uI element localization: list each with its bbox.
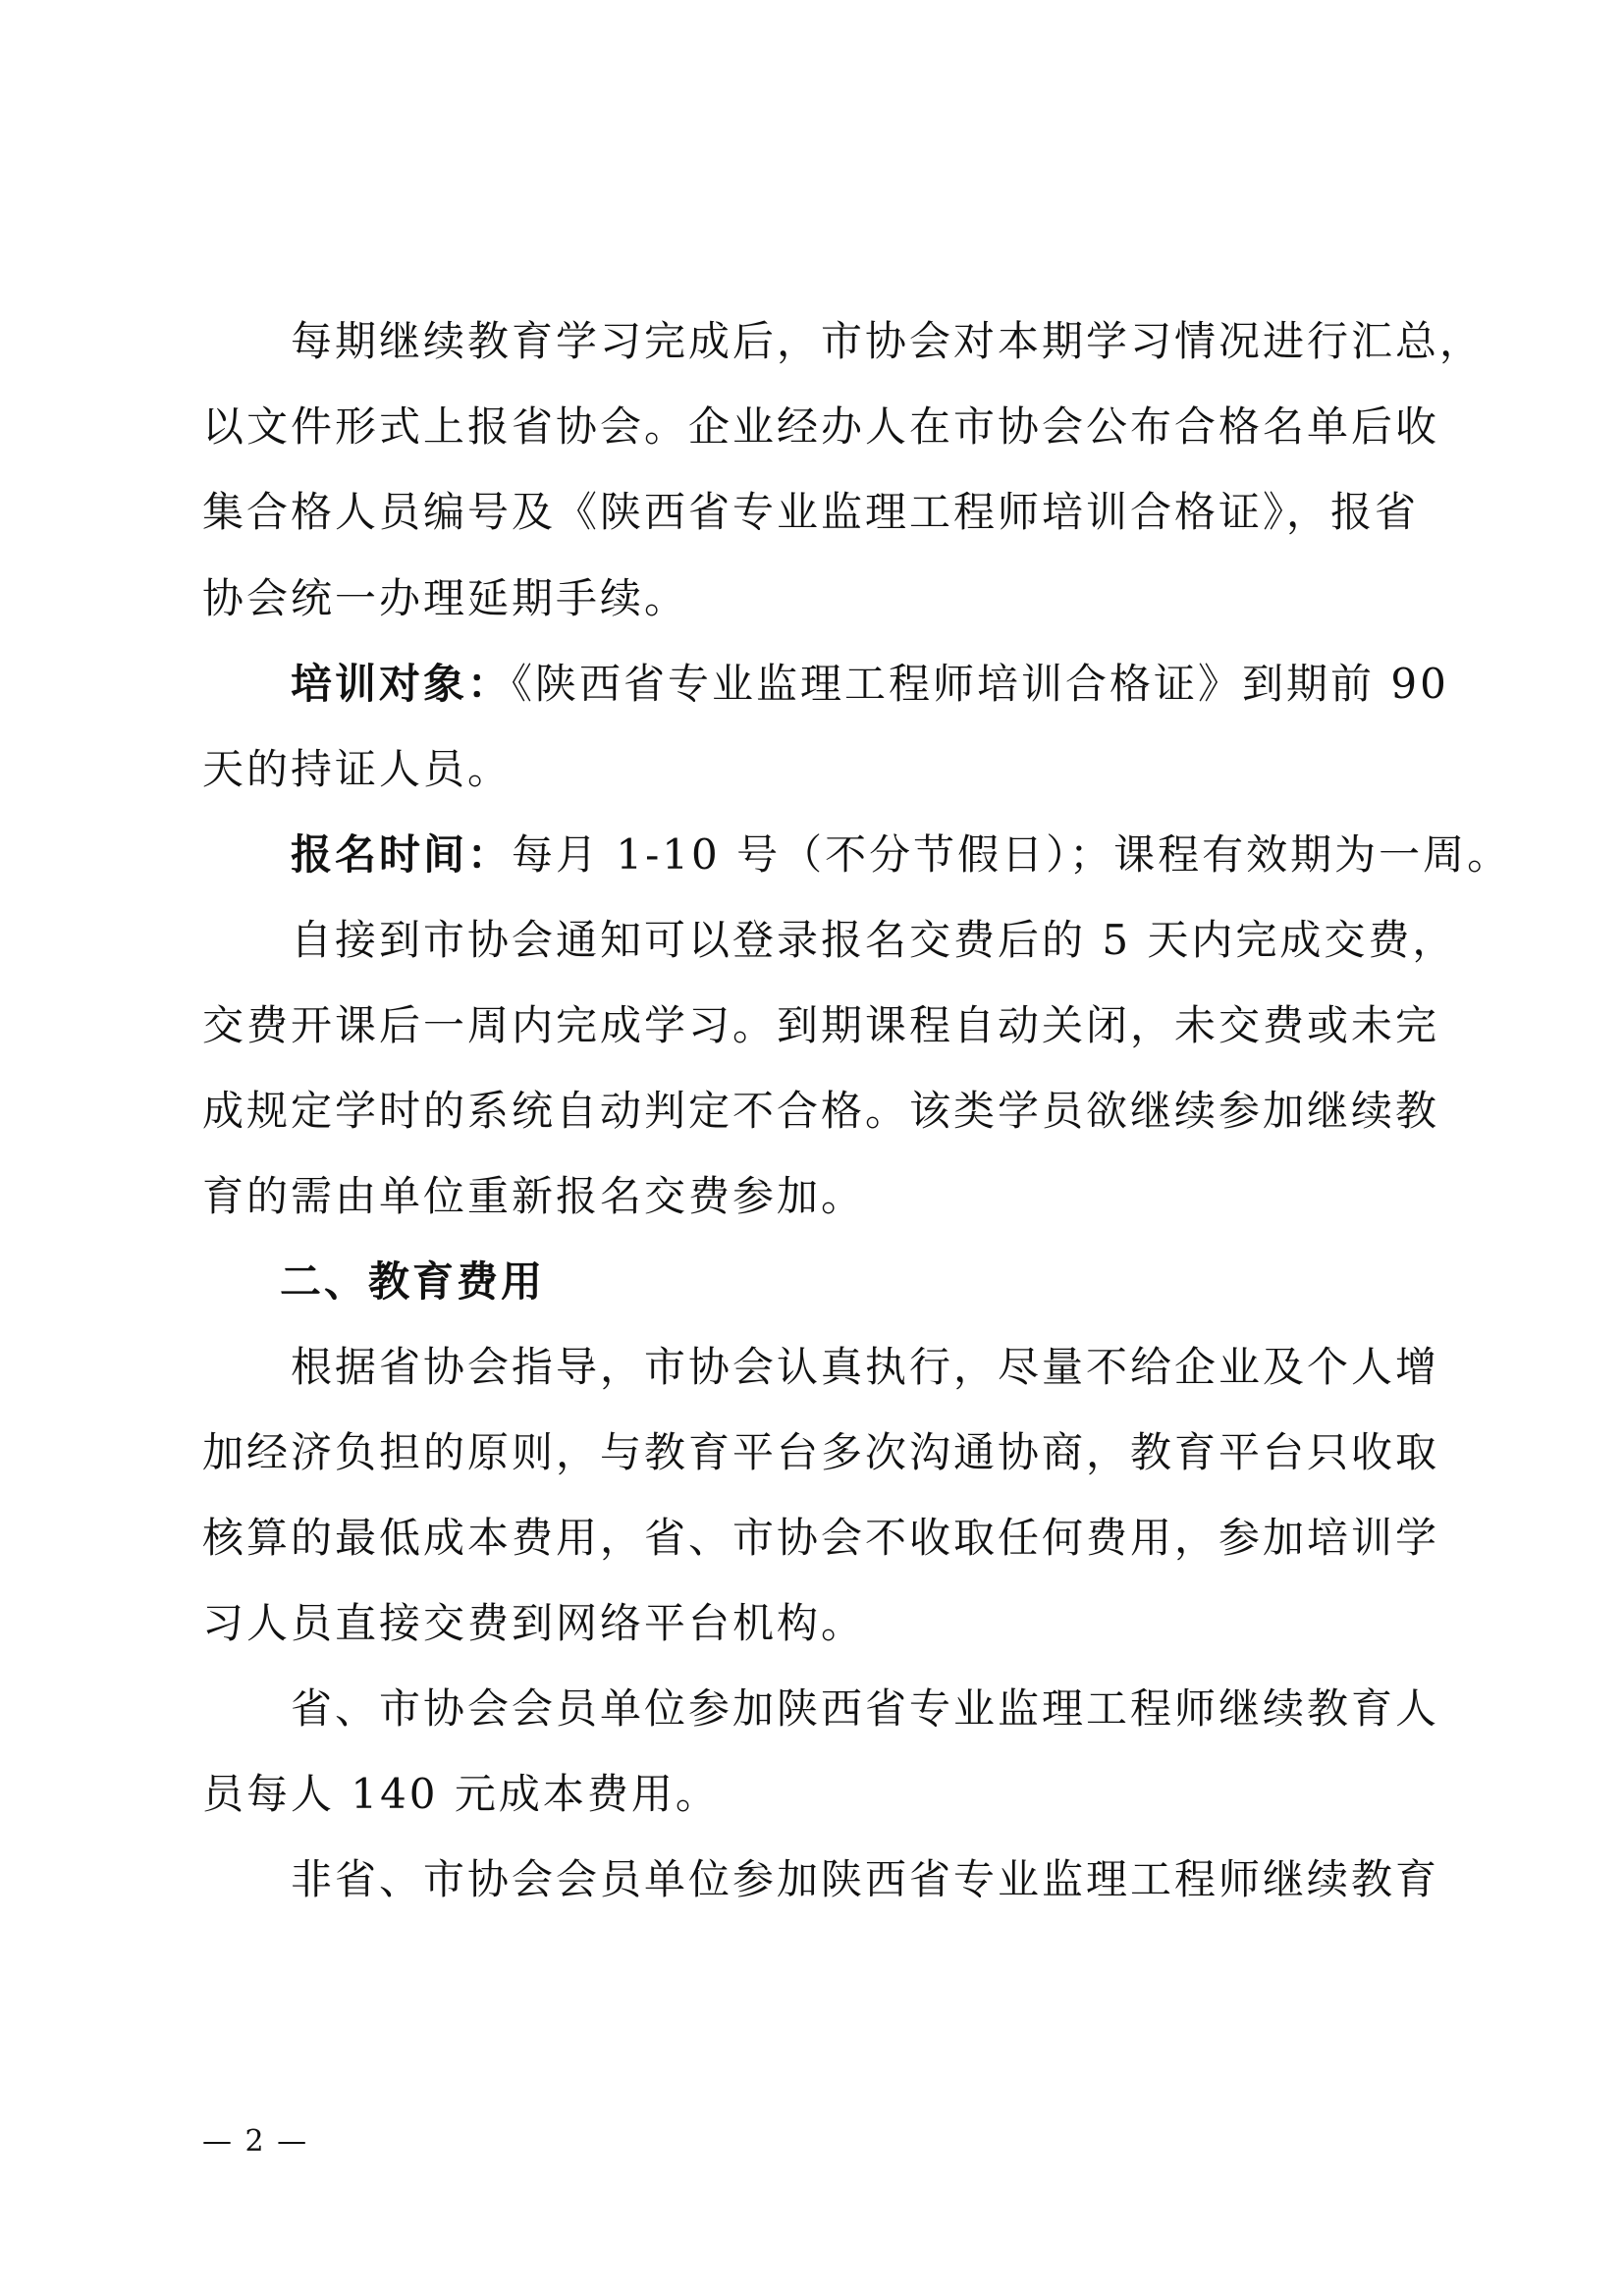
page-number: — 2 — (202, 2124, 309, 2159)
training-target-label: 培训对象： (291, 660, 513, 708)
paragraph-line: 核算的最低成本费用，省、市协会不收取任何费用，参加培训学 (202, 1514, 1440, 1562)
paragraph-line: 育的需由单位重新报名交费参加。 (202, 1172, 866, 1220)
registration-time-paragraph (291, 826, 1511, 884)
paragraph-line: 以文件形式上报省协会。企业经办人在市协会公布合格名单后收 (202, 402, 1440, 451)
paragraph-line: 习人员直接交费到网络平台机构。 (202, 1599, 866, 1647)
paragraph-line: 根据省协会指导，市协会认真执行，尽量不给企业及个人增 (291, 1343, 1440, 1391)
paragraph-line: 员每人 140 元成本费用。 (202, 1770, 720, 1818)
paragraph-line: 集合格人员编号及《陕西省专业监理工程师培训合格证》，报省 (202, 488, 1420, 536)
training-target-paragraph (291, 655, 1449, 714)
training-target-text: 《陕西省专业监理工程师培训合格证》到期前 90 (512, 660, 1449, 708)
paragraph-line: 非省、市协会会员单位参加陕西省专业监理工程师继续教育 (291, 1855, 1440, 1903)
paragraph-line: 自接到市协会通知可以登录报名交费后的 5 天内完成交费， (291, 916, 1457, 964)
paragraph-line: 每期继续教育学习完成后，市协会对本期学习情况进行汇总， (291, 317, 1485, 365)
paragraph-line: 加经济负担的原则，与教育平台多次沟通协商，教育平台只收取 (202, 1428, 1440, 1476)
paragraph-line: 协会统一办理延期手续。 (202, 574, 689, 622)
registration-time-text: 每月 1-10 号（不分节假日）；课程有效期为一周。 (512, 830, 1512, 879)
paragraph-line: 成规定学时的系统自动判定不合格。该类学员欲继续参加继续教 (202, 1087, 1440, 1135)
registration-time-label: 报名时间： (291, 830, 513, 879)
paragraph-line: 天的持证人员。 (202, 745, 513, 793)
paragraph-line: 交费开课后一周内完成学习。到期课程自动关闭，未交费或未完 (202, 1001, 1440, 1049)
paragraph-line: 省、市协会会员单位参加陕西省专业监理工程师继续教育人 (291, 1684, 1440, 1733)
section-heading: 二、教育费用 (280, 1257, 546, 1306)
